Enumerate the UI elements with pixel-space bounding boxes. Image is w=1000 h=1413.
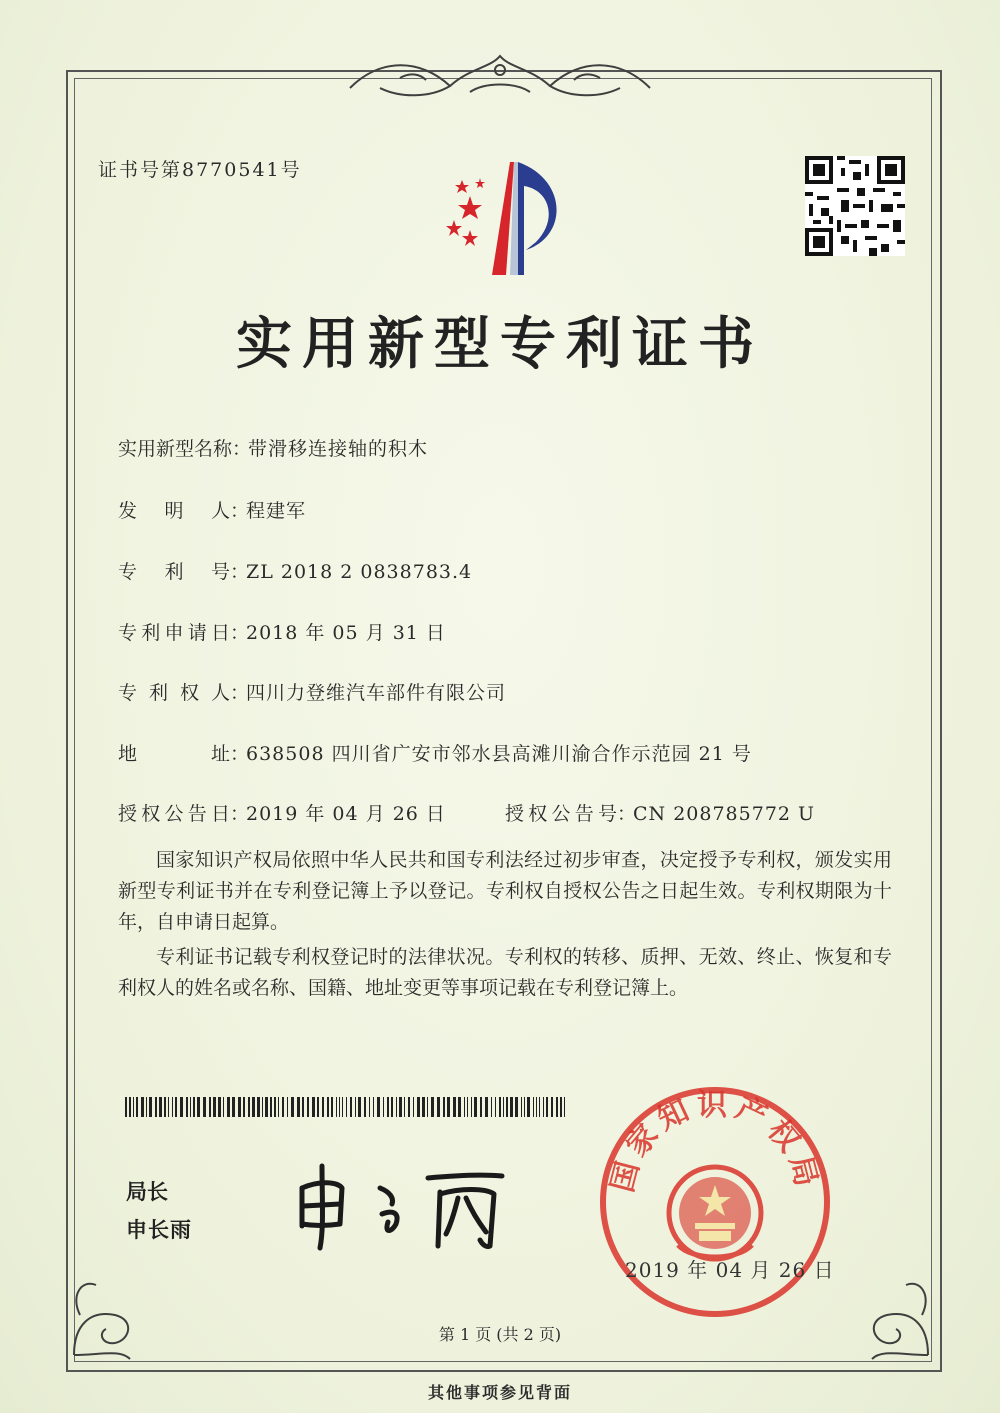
field-label: 发明人 xyxy=(118,500,230,522)
page-number: 第 1 页 (共 2 页) xyxy=(438,1325,562,1344)
field-label: 地址 xyxy=(118,743,230,765)
field-patent-number: 专利号：ZL 2018 2 0838783.4 xyxy=(118,557,472,584)
field-label: 授权公告号 xyxy=(505,803,617,825)
signatory-title: 局长 xyxy=(126,1180,168,1204)
field-label: 实用新型名称 xyxy=(118,438,233,460)
field-grant-date: 授权公告日：2019 年 04 月 26 日 xyxy=(118,799,446,826)
signatory-name: 申长雨 xyxy=(126,1218,192,1242)
field-value: 2018 年 05 月 31 日 xyxy=(246,622,446,644)
field-label: 专利号 xyxy=(118,561,230,583)
barcode-icon xyxy=(125,1097,570,1117)
certificate-title: 实用新型专利证书 xyxy=(236,311,764,377)
bottom-left-ornament xyxy=(60,1255,170,1365)
handwritten-signature xyxy=(290,1148,510,1258)
top-ornament xyxy=(340,48,660,108)
field-inventor: 发明人：程建军 xyxy=(118,496,306,523)
seal-text: 国家知识产权局 xyxy=(604,1087,826,1196)
field-value: 2019 年 04 月 26 日 xyxy=(246,803,446,825)
field-value: 程建军 xyxy=(246,500,307,522)
footer-note: 其他事项参见背面 xyxy=(427,1383,572,1402)
seal-date: 2019 年 04 月 26 日 xyxy=(625,1258,835,1282)
bottom-right-ornament xyxy=(832,1255,942,1365)
field-label: 专利申请日 xyxy=(118,622,230,644)
field-value: ZL 2018 2 0838783.4 xyxy=(246,561,473,583)
field-value: 四川力登维汽车部件有限公司 xyxy=(246,682,507,704)
field-label: 专利权人 xyxy=(118,682,230,704)
field-value: 带滑移连接轴的积木 xyxy=(248,438,429,460)
certificate-number: 证书号第8770541号 xyxy=(98,159,302,181)
body-paragraph: 国家知识产权局依照中华人民共和国专利法经过初步审查，决定授予专利权，颁发实用新型专利证书并在专利登记簿上予以登记。专利权自授权公告之日起生效。专利权期限为十年，自申请日起算。 xyxy=(118,849,892,933)
official-seal-icon xyxy=(598,1085,832,1319)
qr-code-icon xyxy=(805,156,905,256)
body-paragraph: 专利证书记载专利权登记时的法律状况。专利权的转移、质押、无效、终止、恢复和专利权人的姓名或名称、国籍、地址变更等事项记载在专利登记簿上。 xyxy=(118,946,892,999)
certificate-body xyxy=(118,845,892,1008)
field-patentee: 专利权人：四川力登维汽车部件有限公司 xyxy=(118,678,506,705)
field-grant-number: 授权公告号：CN 208785772 U xyxy=(505,799,815,826)
cnipa-logo-icon xyxy=(430,150,580,280)
field-utility-model-name: 实用新型名称：带滑移连接轴的积木 xyxy=(118,434,428,461)
field-filing-date: 专利申请日：2018 年 05 月 31 日 xyxy=(118,618,446,645)
field-label: 授权公告日 xyxy=(118,803,230,825)
field-value: CN 208785772 U xyxy=(633,803,816,825)
field-value: 638508 四川省广安市邻水县高滩川渝合作示范园 21 号 xyxy=(246,743,752,765)
field-address: 地址：638508 四川省广安市邻水县高滩川渝合作示范园 21 号 xyxy=(118,739,752,766)
